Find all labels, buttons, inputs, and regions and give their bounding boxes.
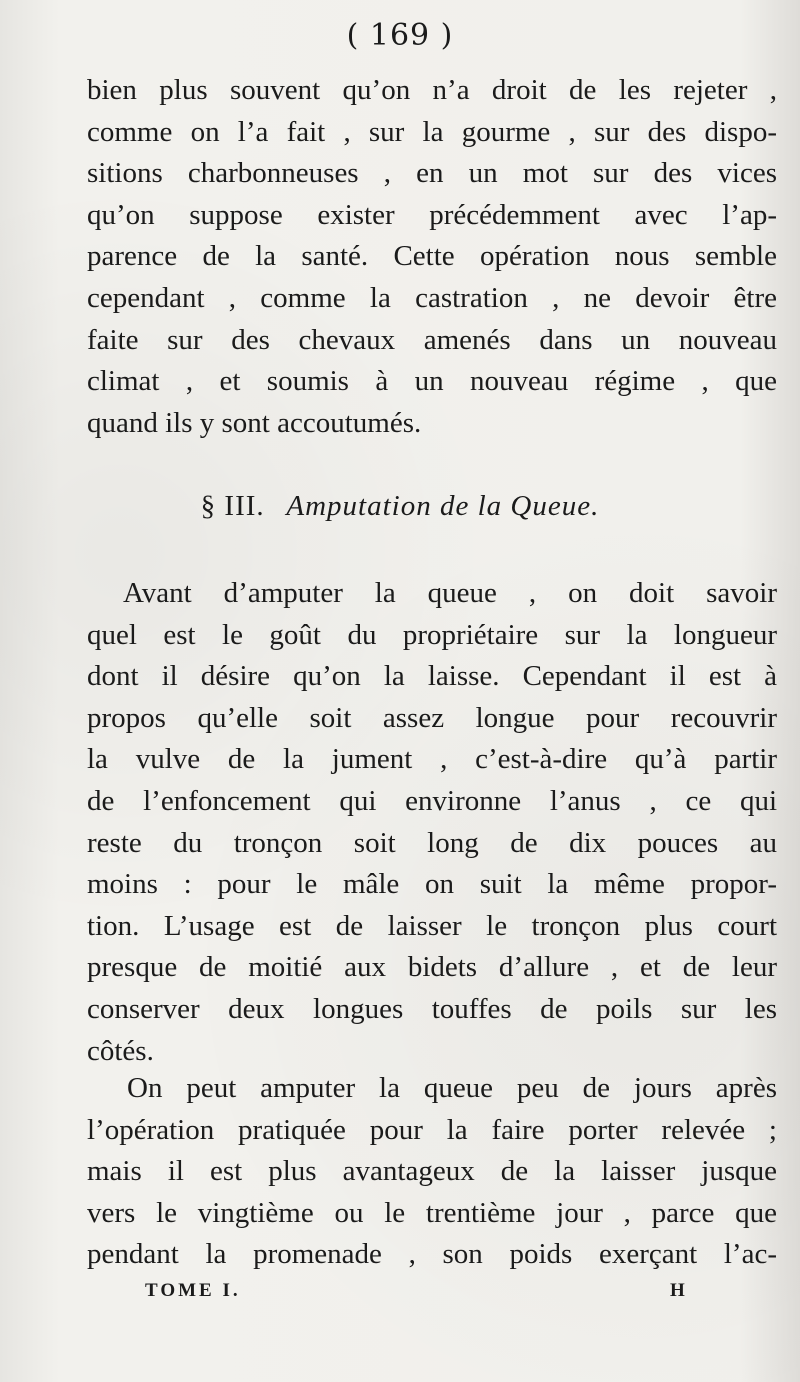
text-line: presque de moitié aux bidets d’allure , et de leur [87,951,777,984]
text-line: quand ils y sont accoutumés. [87,406,422,439]
text-line: cependant , comme la castration , ne devoir être [87,281,777,314]
text-line: côtés. [87,1034,154,1067]
volume-label: TOME I. [145,1280,241,1301]
signature-mark: H [670,1280,685,1301]
section-title: Amputation de la Queue. [286,490,600,522]
text-line: climat , et soumis à un nouveau régime , que [87,365,777,398]
text-line: comme on l’a fait , sur la gourme , sur des dispo- [87,115,777,148]
paragraph-amputation-intro [87,573,777,1072]
text-line: quel est le goût du propriétaire sur la longueur [87,618,777,651]
text-line: bien plus souvent qu’on n’a droit de les rejeter , [87,74,777,106]
text-line: vers le vingtième ou le trentième jour , parce que [87,1196,777,1229]
page-number: ( 169 ) [346,18,454,53]
text-line: de l’enfoncement qui environne l’anus , ce qui [87,784,777,817]
section-heading [0,490,800,523]
text-line: sitions charbonneuses , en un mot sur des vices [87,157,777,190]
text-line: la vulve de la jument , c’est-à-dire qu’à partir [87,743,777,776]
text-line: qu’on suppose exister précédemment avec l’ap- [87,198,777,231]
text-line: On peut amputer la queue peu de jours après [127,1072,777,1104]
text-line: pendant la promenade , son poids exerçant l’ac- [87,1238,777,1271]
text-line: moins : pour le mâle on suit la même propor- [87,868,777,901]
text-line: conserver deux longues touffes de poils sur les [87,992,777,1025]
text-line: dont il désire qu’on la laisse. Cependant il est à [87,660,777,693]
text-line: reste du tronçon soit long de dix pouces au [87,826,777,859]
text-line: tion. L’usage est de laisser le tronçon plus court [87,909,777,942]
text-line: faite sur des chevaux amenés dans un nouveau [87,323,777,356]
text-line: Avant d’amputer la queue , on doit savoir [123,577,777,609]
paragraph-amputation-timing [87,1068,777,1276]
text-line: parence de la santé. Cette opération nous semble [87,240,777,273]
section-number: § III. [200,490,265,522]
text-line: propos qu’elle soit assez longue pour recouvrir [87,701,777,734]
paragraph-continued [87,70,777,444]
text-line: l’opération pratiquée pour la faire porter relevée ; [87,1113,777,1146]
text-line: mais il est plus avantageux de la laisser jusque [87,1155,777,1188]
